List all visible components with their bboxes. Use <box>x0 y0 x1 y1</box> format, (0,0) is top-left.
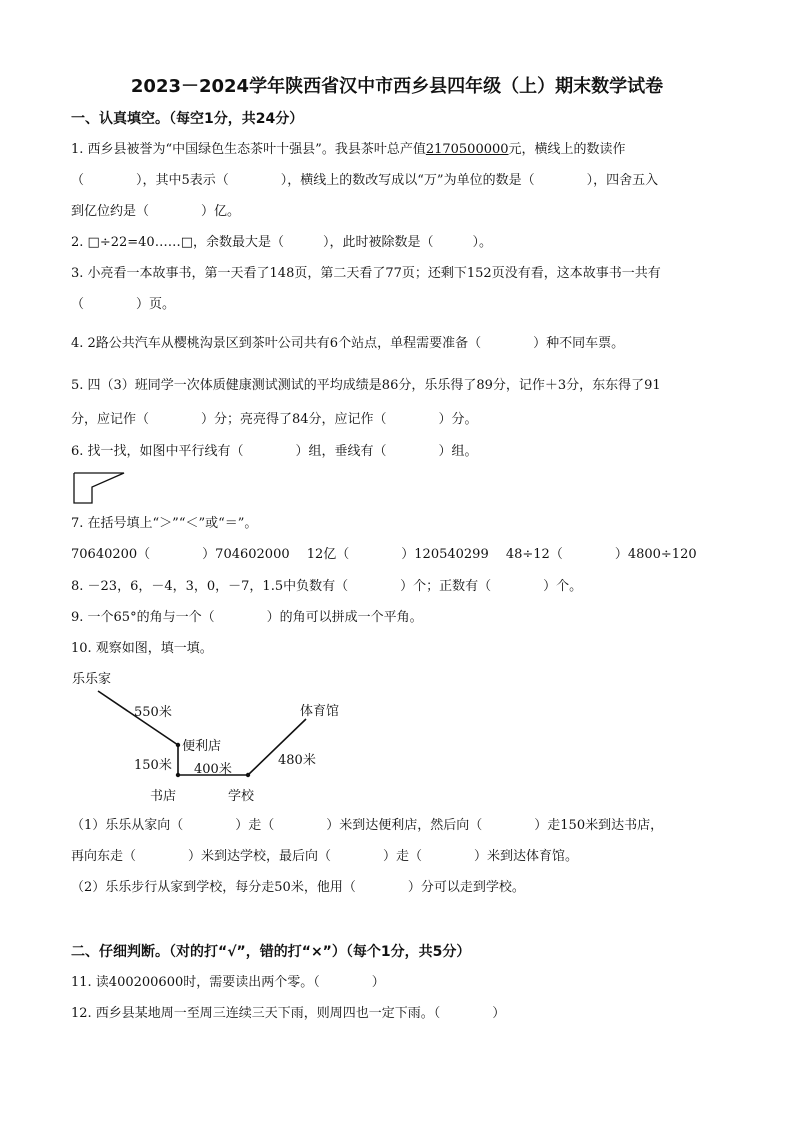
question-7-line-2: 70640200（ ）704602000 12亿（ ）120540299 48÷12（ ）4800÷120 <box>71 547 697 562</box>
map-label-gym: 体育馆 <box>300 704 340 719</box>
question-10-sub-2: （2）乐乐步行从家到学校，每分走50米，他用（ ）分可以走到学校。 <box>71 880 525 895</box>
question-10-intro: 10. 观察如图，填一填。 <box>71 641 213 656</box>
question-3-line-2: （ ）页。 <box>71 297 176 312</box>
underlined-number: 2170500000 <box>425 142 509 157</box>
map-label-school: 学校 <box>228 789 255 804</box>
question-12: 12. 西乡县某地周一至周三连续三天下雨，则周四也一定下雨。（ ） <box>71 1006 506 1021</box>
exam-title: 2023－2024学年陕西省汉中市西乡县四年级（上）期末数学试卷 <box>130 76 664 97</box>
question-1-line-1: 1. 西乡县被誉为“中国绿色生态茶叶十强县”。我县茶叶总产值2170500000元，横线上的数读作 <box>71 142 626 157</box>
section-2-heading: 二、仔细判断。（对的打“√”，错的打“×”）（每个1分，共5分） <box>71 944 471 960</box>
parallel-lines-figure <box>72 470 132 506</box>
map-distance-150: 150米 <box>134 758 172 773</box>
map-label-bookstore: 书店 <box>150 789 177 804</box>
question-6: 6. 找一找，如图中平行线有（ ）组，垂线有（ ）组。 <box>71 444 478 459</box>
question-7-line-1: 7. 在括号填上“＞”“＜”或“＝”。 <box>71 516 258 531</box>
map-label-home: 乐乐家 <box>72 672 112 687</box>
question-5-line-2: 分，应记作（ ）分；亮亮得了84分，应记作（ ）分。 <box>71 412 478 427</box>
question-10-sub-1-line-2: 再向东走（ ）米到达学校，最后向（ ）走（ ）米到达体育馆。 <box>71 849 579 864</box>
question-4: 4. 2路公共汽车从樱桃沟景区到茶叶公司共有6个站点，单程需要准备（ ）种不同车票。 <box>71 336 625 351</box>
map-distance-400: 400米 <box>194 762 232 777</box>
map-distance-480: 480米 <box>278 753 316 768</box>
section-1-heading: 一、认真填空。（每空1分，共24分） <box>71 111 304 127</box>
question-11: 11. 读400200600时，需要读出两个零。（ ） <box>71 975 385 990</box>
question-1-line-3: 到亿位约是（ ）亿。 <box>71 204 241 219</box>
map-distance-550: 550米 <box>134 705 172 720</box>
route-map <box>70 665 370 805</box>
question-9: 9. 一个65°的角与一个（ ）的角可以拼成一个平角。 <box>71 610 423 625</box>
question-2: 2. □÷22=40……□，余数最大是（ ），此时被除数是（ ）。 <box>71 235 492 250</box>
map-label-store: 便利店 <box>182 739 222 754</box>
question-10-sub-1-line-1: （1）乐乐从家向（ ）走（ ）米到达便利店，然后向（ ）走150米到达书店， <box>71 818 664 833</box>
question-1-line-2: （ ），其中5表示（ ），横线上的数改写成以“万”为单位的数是（ ），四舍五入 <box>71 173 659 188</box>
question-5-line-1: 5. 四（3）班同学一次体质健康测试测试的平均成绩是86分，乐乐得了89分，记作＋3分，东东得了91 <box>71 378 661 393</box>
question-8: 8. －23，6，－4，3，0，－7，1.5中负数有（ ）个；正数有（ ）个。 <box>71 579 583 594</box>
question-3-line-1: 3. 小亮看一本故事书，第一天看了148页，第二天看了77页；还剩下152页没有看，这本故事书一共有 <box>71 266 661 281</box>
